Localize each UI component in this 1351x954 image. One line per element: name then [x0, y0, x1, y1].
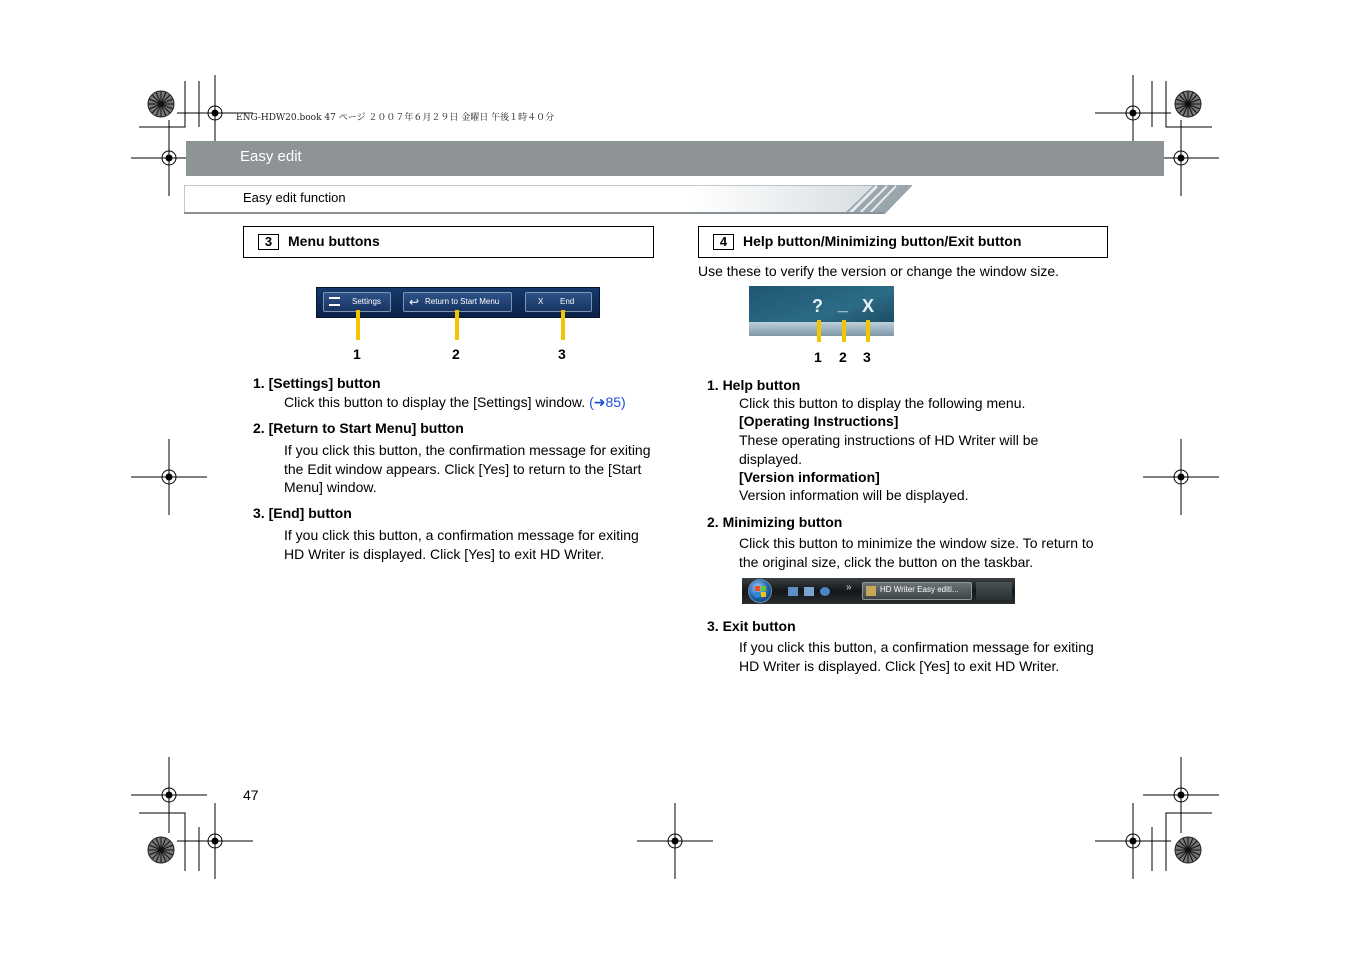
quick-launch-icon[interactable]: [820, 587, 830, 596]
sub-item-title: [Version information]: [739, 469, 880, 485]
print-info: ENG-HDW20.book 47 ページ ２００７年６月２９日 金曜日 午後１時４０分: [236, 113, 555, 123]
section-title: Menu buttons: [288, 233, 380, 249]
item-text: Click this button to minimize the window size. To return to the original size, click the button on the taskbar.: [739, 535, 1094, 570]
item-title: 1. Help button: [707, 377, 801, 393]
callout-number: 1: [353, 346, 361, 362]
hd-writer-taskbar-button[interactable]: [862, 582, 972, 600]
window-buttons-image: [749, 286, 894, 336]
section-number: 4: [713, 234, 734, 250]
section-box-help-min-exit: [698, 226, 1108, 258]
section-number: 3: [258, 234, 279, 250]
section-intro: Use these to verify the version or change the window size.: [698, 263, 1060, 279]
callout-number: 3: [863, 349, 871, 365]
settings-icon: [329, 297, 340, 306]
item-text: Click this button to display the following menu.: [739, 395, 1026, 411]
section-box-menu-buttons: [243, 226, 654, 258]
callout-number: 3: [558, 346, 566, 362]
exit-button[interactable]: X: [862, 296, 875, 316]
callout-line-exit: [866, 320, 870, 342]
item-text: If you click this button, a confirmation message for exiting HD Writer is displayed. Click [Yes] to exit HD Writer.: [739, 639, 1094, 674]
page-number: 47: [243, 787, 259, 803]
callout-line-minimize: [842, 320, 846, 342]
callout-line-1: [356, 310, 360, 340]
quick-launch-icon[interactable]: [804, 587, 814, 596]
taskbar-image: [742, 578, 1015, 604]
item-title: 3. Exit button: [707, 618, 796, 634]
quick-launch-icon[interactable]: [788, 587, 798, 596]
page-link[interactable]: (➜85): [589, 394, 626, 410]
callout-number: 1: [814, 349, 822, 365]
settings-label: Settings: [352, 297, 381, 306]
item-title: 3. [End] button: [253, 505, 352, 521]
end-label: End: [560, 297, 575, 306]
subheader-title: Easy edit function: [243, 190, 346, 205]
header-title: Easy edit: [240, 148, 302, 165]
hd-writer-app-icon: [866, 586, 876, 596]
item-title: 1. [Settings] button: [253, 375, 381, 391]
callout-line-2: [455, 310, 459, 340]
windows-start-orb-icon[interactable]: [748, 579, 772, 603]
return-to-start-menu-button[interactable]: [403, 292, 512, 312]
callout-line-3: [561, 310, 565, 340]
return-arrow-icon: ↩: [409, 295, 420, 309]
callout-number: 2: [839, 349, 847, 365]
help-button[interactable]: ?: [812, 296, 823, 316]
sub-item-title: [Operating Instructions]: [739, 413, 899, 429]
section-title: Help button/Minimizing button/Exit button: [743, 233, 1022, 249]
item-title: 2. Minimizing button: [707, 514, 843, 530]
taskbar-chevron[interactable]: »: [846, 582, 852, 593]
sub-item-text: Version information will be displayed.: [739, 487, 969, 503]
callout-line-help: [817, 320, 821, 342]
taskbar-button-label: HD Writer Easy editi...: [880, 585, 959, 594]
settings-button[interactable]: [323, 292, 391, 312]
item-text: If you click this button, a confirmation message for exiting HD Writer is displayed. Click [Yes] to exit HD Writer.: [284, 527, 639, 562]
return-label: Return to Start Menu: [425, 297, 500, 306]
item-title: 2. [Return to Start Menu] button: [253, 420, 464, 436]
callout-number: 2: [452, 346, 460, 362]
end-button[interactable]: [525, 292, 592, 312]
header-bar: [186, 141, 1164, 176]
item-text: If you click this button, the confirmation message for exiting the Edit window appears. Click [Yes] to return to the [Start Menu] window.: [284, 442, 651, 495]
item-text: [284, 393, 664, 412]
end-x-icon: X: [538, 297, 544, 306]
sub-item-text: These operating instructions of HD Writer will be displayed.: [739, 432, 1039, 467]
minimize-button[interactable]: _: [838, 294, 849, 314]
item-description: Click this button to display the [Settings] window.: [284, 394, 586, 410]
